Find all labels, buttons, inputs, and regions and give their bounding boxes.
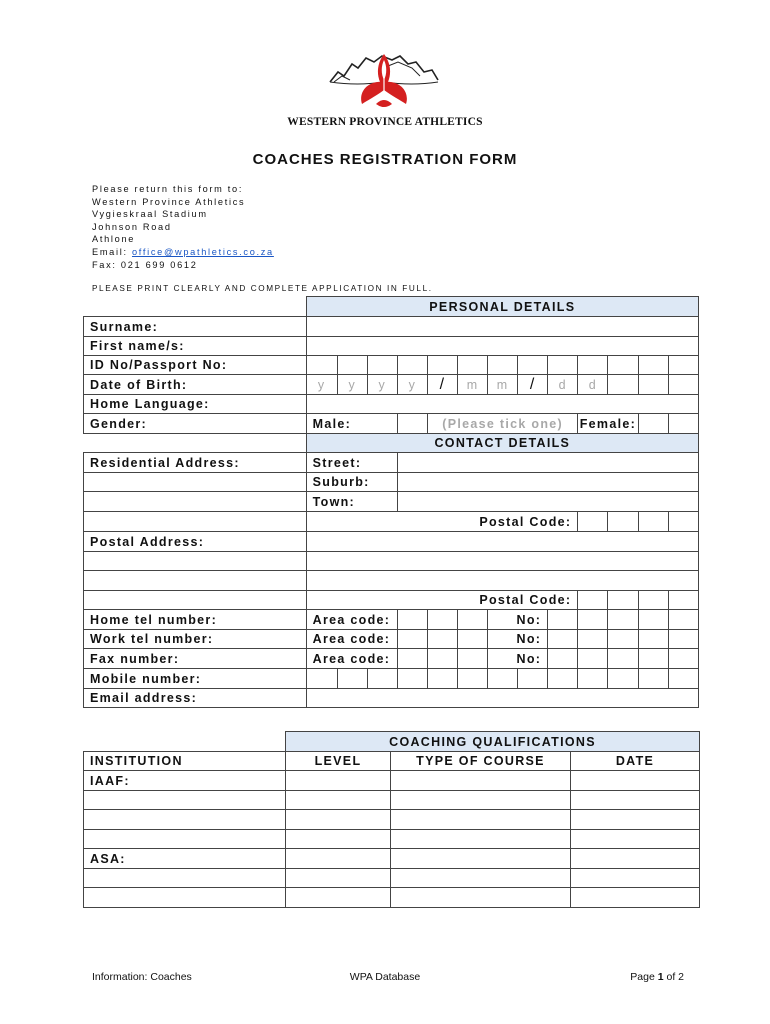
mobile-digit-box[interactable]	[668, 669, 698, 689]
number-box[interactable]	[668, 630, 698, 649]
id-digit-box[interactable]	[548, 356, 578, 375]
please-tick-hint: (Please tick one)	[427, 414, 577, 434]
address-line-field[interactable]	[84, 492, 307, 512]
personal-contact-table	[83, 296, 699, 708]
id-digit-box[interactable]	[427, 356, 457, 375]
number-box[interactable]	[578, 630, 608, 649]
residential-address-label: Residential Address:	[84, 453, 307, 473]
gender-label: Gender:	[84, 414, 307, 434]
level-field[interactable]	[286, 771, 391, 791]
id-digit-box[interactable]	[458, 356, 488, 375]
blank-cell	[608, 375, 638, 395]
address-line-field[interactable]	[84, 512, 307, 532]
mobile-digit-box[interactable]	[306, 669, 337, 689]
mobile-number-label: Mobile number:	[84, 669, 307, 689]
postal-address-field[interactable]	[306, 552, 698, 571]
page-prefix: Page	[630, 971, 658, 983]
institution-field[interactable]	[84, 830, 286, 849]
postal-address-field[interactable]	[306, 532, 698, 552]
number-box[interactable]	[578, 610, 608, 630]
area-code-box[interactable]	[427, 630, 457, 649]
mobile-digit-box[interactable]	[367, 669, 397, 689]
postal-code-box[interactable]	[668, 512, 698, 532]
postal-address-line-field[interactable]	[84, 571, 307, 591]
id-number-label: ID No/Passport No:	[84, 356, 307, 375]
postal-code-box[interactable]	[638, 512, 668, 532]
col-type-of-course: TYPE OF COURSE	[391, 752, 571, 771]
area-code-box[interactable]	[427, 610, 457, 630]
postal-code-box[interactable]	[608, 591, 638, 610]
coaching-qualifications-header: COACHING QUALIFICATIONS	[286, 732, 700, 752]
female-label: Female:	[578, 414, 638, 434]
id-digit-box[interactable]	[608, 356, 638, 375]
return-line: Vygieskraal Stadium	[92, 209, 208, 220]
institution-field[interactable]	[84, 888, 286, 908]
course-field[interactable]	[391, 849, 571, 869]
footer-center: WPA Database	[349, 971, 421, 983]
id-digit-box[interactable]	[488, 356, 518, 375]
area-code-box[interactable]	[397, 610, 427, 630]
postal-code-box[interactable]	[608, 512, 638, 532]
number-box[interactable]	[578, 649, 608, 669]
page-total: of 2	[663, 971, 684, 983]
dob-day-box[interactable]: d	[548, 375, 578, 395]
area-code-box[interactable]	[397, 649, 427, 669]
postal-address-field[interactable]	[306, 571, 698, 591]
number-box[interactable]	[548, 649, 578, 669]
address-line-field[interactable]	[84, 473, 307, 492]
page-indicator	[630, 971, 684, 983]
col-institution: INSTITUTION	[84, 752, 286, 771]
contact-details-header: CONTACT DETAILS	[306, 434, 698, 453]
town-label: Town:	[306, 492, 397, 512]
personal-details-header: PERSONAL DETAILS	[306, 297, 698, 317]
blank-cell	[668, 414, 698, 434]
first-names-field[interactable]	[306, 337, 698, 356]
return-line: Please return this form to:	[92, 184, 244, 194]
level-field[interactable]	[286, 830, 391, 849]
area-code-box[interactable]	[458, 610, 488, 630]
level-field[interactable]	[286, 888, 391, 908]
suburb-field[interactable]	[397, 473, 698, 492]
female-checkbox[interactable]	[638, 414, 668, 434]
area-code-box[interactable]	[458, 630, 488, 649]
id-digit-box[interactable]	[337, 356, 367, 375]
mobile-digit-box[interactable]	[548, 669, 578, 689]
mobile-digit-box[interactable]	[608, 669, 638, 689]
postal-code-box[interactable]	[668, 591, 698, 610]
col-level: LEVEL	[286, 752, 391, 771]
iaaf-label: IAAF:	[84, 771, 286, 791]
return-address	[92, 183, 274, 271]
number-label: No:	[488, 630, 548, 649]
level-field[interactable]	[286, 849, 391, 869]
home-language-field[interactable]	[306, 395, 698, 414]
col-date: DATE	[571, 752, 700, 771]
email-link[interactable]: office@wpathletics.co.za	[131, 246, 274, 257]
instruction-text: PLEASE PRINT CLEARLY AND COMPLETE APPLICATION IN FULL.	[92, 284, 433, 293]
street-field[interactable]	[397, 453, 698, 473]
number-box[interactable]	[608, 630, 638, 649]
postal-address-line-field[interactable]	[84, 552, 307, 571]
date-field[interactable]	[571, 888, 700, 908]
area-code-box[interactable]	[397, 630, 427, 649]
mobile-digit-box[interactable]	[578, 669, 608, 689]
number-box[interactable]	[608, 649, 638, 669]
street-label: Street:	[306, 453, 397, 473]
suburb-label: Suburb:	[306, 473, 397, 492]
number-box[interactable]	[638, 610, 668, 630]
postal-code-box[interactable]	[578, 591, 608, 610]
mobile-digit-box[interactable]	[638, 669, 668, 689]
surname-field[interactable]	[306, 317, 698, 337]
id-digit-box[interactable]	[518, 356, 548, 375]
mobile-digit-box[interactable]	[397, 669, 427, 689]
male-label: Male:	[306, 414, 397, 434]
course-field[interactable]	[391, 771, 571, 791]
number-box[interactable]	[638, 630, 668, 649]
number-box[interactable]	[608, 610, 638, 630]
email-label: Email:	[92, 246, 132, 257]
id-digit-box[interactable]	[367, 356, 397, 375]
course-field[interactable]	[391, 810, 571, 830]
date-field[interactable]	[571, 849, 700, 869]
number-box[interactable]	[638, 649, 668, 669]
course-field[interactable]	[391, 830, 571, 849]
number-box[interactable]	[668, 610, 698, 630]
asa-label: ASA:	[84, 849, 286, 869]
number-box[interactable]	[668, 649, 698, 669]
page-number: 1	[657, 971, 664, 983]
qualifications-table	[83, 731, 700, 908]
dob-year-box[interactable]: y	[306, 375, 337, 395]
home-language-label: Home Language:	[84, 395, 307, 414]
mobile-digit-box[interactable]	[518, 669, 548, 689]
area-code-label: Area code:	[306, 610, 397, 630]
dob-separator: /	[427, 375, 457, 395]
dob-separator: /	[518, 375, 548, 395]
blank-cell	[84, 434, 307, 453]
org-name: WESTERN PROVINCE ATHLETICS	[287, 116, 483, 128]
male-checkbox[interactable]	[397, 414, 427, 434]
dob-year-box[interactable]: y	[397, 375, 427, 395]
area-code-label: Area code:	[306, 649, 397, 669]
postal-code-box[interactable]	[578, 512, 608, 532]
id-digit-box[interactable]	[638, 356, 668, 375]
form-title: COACHES REGISTRATION FORM	[252, 151, 518, 168]
date-field[interactable]	[571, 791, 700, 810]
town-field[interactable]	[397, 492, 698, 512]
wpa-logo	[328, 52, 440, 112]
return-line: Western Province Athletics	[92, 196, 246, 207]
date-field[interactable]	[571, 830, 700, 849]
footer-left: Information: Coaches	[92, 971, 192, 983]
id-digit-box[interactable]	[306, 356, 337, 375]
postal-code-label: Postal Code:	[306, 512, 578, 532]
id-digit-box[interactable]	[668, 356, 698, 375]
date-field[interactable]	[571, 869, 700, 888]
blank-cell	[84, 732, 286, 752]
number-box[interactable]	[548, 630, 578, 649]
dob-year-box[interactable]: y	[367, 375, 397, 395]
dob-label: Date of Birth:	[84, 375, 307, 395]
course-field[interactable]	[391, 791, 571, 810]
blank-cell	[638, 375, 668, 395]
postal-address-line-field[interactable]	[84, 591, 307, 610]
fax-number-label: Fax number:	[84, 649, 307, 669]
area-code-box[interactable]	[427, 649, 457, 669]
level-field[interactable]	[286, 810, 391, 830]
date-field[interactable]	[571, 810, 700, 830]
date-field[interactable]	[571, 771, 700, 791]
fax-line: Fax: 021 699 0612	[92, 259, 198, 270]
blank-cell	[84, 297, 307, 317]
number-label: No:	[488, 649, 548, 669]
email-address-label: Email address:	[84, 689, 307, 708]
number-label: No:	[488, 610, 548, 630]
blank-cell	[668, 375, 698, 395]
postal-address-label: Postal Address:	[84, 532, 307, 552]
level-field[interactable]	[286, 869, 391, 888]
mobile-digit-box[interactable]	[458, 669, 488, 689]
mobile-digit-box[interactable]	[427, 669, 457, 689]
area-code-box[interactable]	[458, 649, 488, 669]
work-tel-label: Work tel number:	[84, 630, 307, 649]
return-line: Athlone	[92, 234, 136, 245]
return-line: Johnson Road	[92, 221, 172, 232]
institution-field[interactable]	[84, 791, 286, 810]
dob-day-box[interactable]: d	[578, 375, 608, 395]
course-field[interactable]	[391, 888, 571, 908]
institution-field[interactable]	[84, 810, 286, 830]
dob-month-box[interactable]: m	[488, 375, 518, 395]
area-code-label: Area code:	[306, 630, 397, 649]
mobile-digit-box[interactable]	[488, 669, 518, 689]
first-names-label: First name/s:	[84, 337, 307, 356]
email-line	[92, 246, 274, 259]
id-digit-box[interactable]	[397, 356, 427, 375]
dob-year-box[interactable]: y	[337, 375, 367, 395]
surname-label: Surname:	[84, 317, 307, 337]
mobile-digit-box[interactable]	[337, 669, 367, 689]
course-field[interactable]	[391, 869, 571, 888]
postal-code-label: Postal Code:	[306, 591, 578, 610]
number-box[interactable]	[548, 610, 578, 630]
level-field[interactable]	[286, 791, 391, 810]
home-tel-label: Home tel number:	[84, 610, 307, 630]
postal-code-box[interactable]	[638, 591, 668, 610]
email-address-field[interactable]	[306, 689, 698, 708]
dob-month-box[interactable]: m	[458, 375, 488, 395]
id-digit-box[interactable]	[578, 356, 608, 375]
institution-field[interactable]	[84, 869, 286, 888]
